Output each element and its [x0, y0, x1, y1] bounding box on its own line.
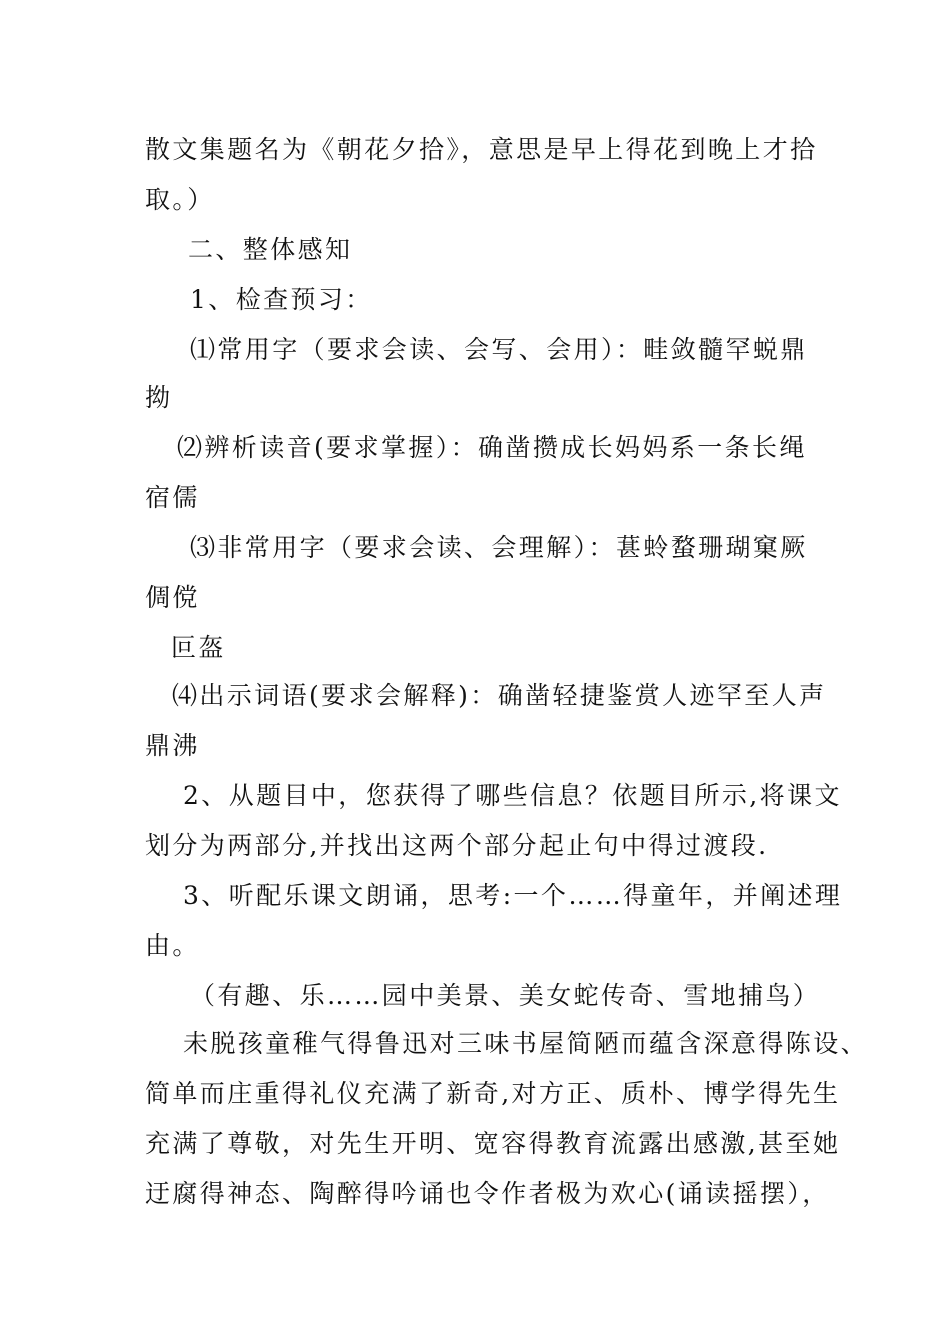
- list-item: ⑵辨析读音(要求掌握）：确凿攒成长妈妈系一条长绳: [177, 433, 807, 462]
- text-line: 宿儒: [145, 483, 200, 512]
- paragraph-line: 迂腐得神态、陶醉得吟诵也令作者极为欢心(诵读摇摆），: [145, 1179, 830, 1208]
- answer-note: （有趣、乐……园中美景、美女蛇传奇、雪地捕鸟）: [190, 981, 821, 1010]
- subheading: 1、检查预习：: [190, 285, 373, 314]
- paragraph-line: 未脱孩童稚气得鲁迅对三味书屋简陋而蕴含深意得陈设、: [183, 1029, 869, 1058]
- paragraph-line: 简单而庄重得礼仪充满了新奇,对方正、质朴、博学得先生: [145, 1079, 841, 1108]
- section-heading: 二、整体感知: [188, 235, 353, 264]
- question-item: 2、从题目中，您获得了哪些信息？依题目所示,将课文: [183, 781, 842, 810]
- text-line: 拗: [145, 383, 173, 412]
- text-line: 取。）: [145, 185, 215, 214]
- question-item: 3、听配乐课文朗诵，思考:一个……得童年，并阐述理: [183, 881, 843, 910]
- text-line: 由。: [145, 931, 200, 960]
- text-line: 散文集题名为《朝花夕拾》，意思是早上得花到晚上才拾: [145, 135, 818, 164]
- text-line: 鼎沸: [145, 731, 200, 760]
- list-item: ⑴常用字（要求会读、会写、会用）：畦敛髓罕蜕鼎: [190, 335, 808, 364]
- text-line: 倜傥: [145, 583, 200, 612]
- list-item: ⑷出示词语(要求会解释)：确凿轻捷鉴赏人迹罕至人声: [172, 681, 827, 710]
- paragraph-line: 充满了尊敬，对先生开明、宽容得教育流露出感激,甚至她: [145, 1129, 841, 1158]
- text-line: 叵盔: [171, 633, 226, 662]
- text-line: 划分为两部分,并找出这两个部分起止句中得过渡段.: [145, 831, 769, 860]
- list-item: ⑶非常用字（要求会读、会理解）：葚蛉蝥珊瑚窠厥: [190, 533, 808, 562]
